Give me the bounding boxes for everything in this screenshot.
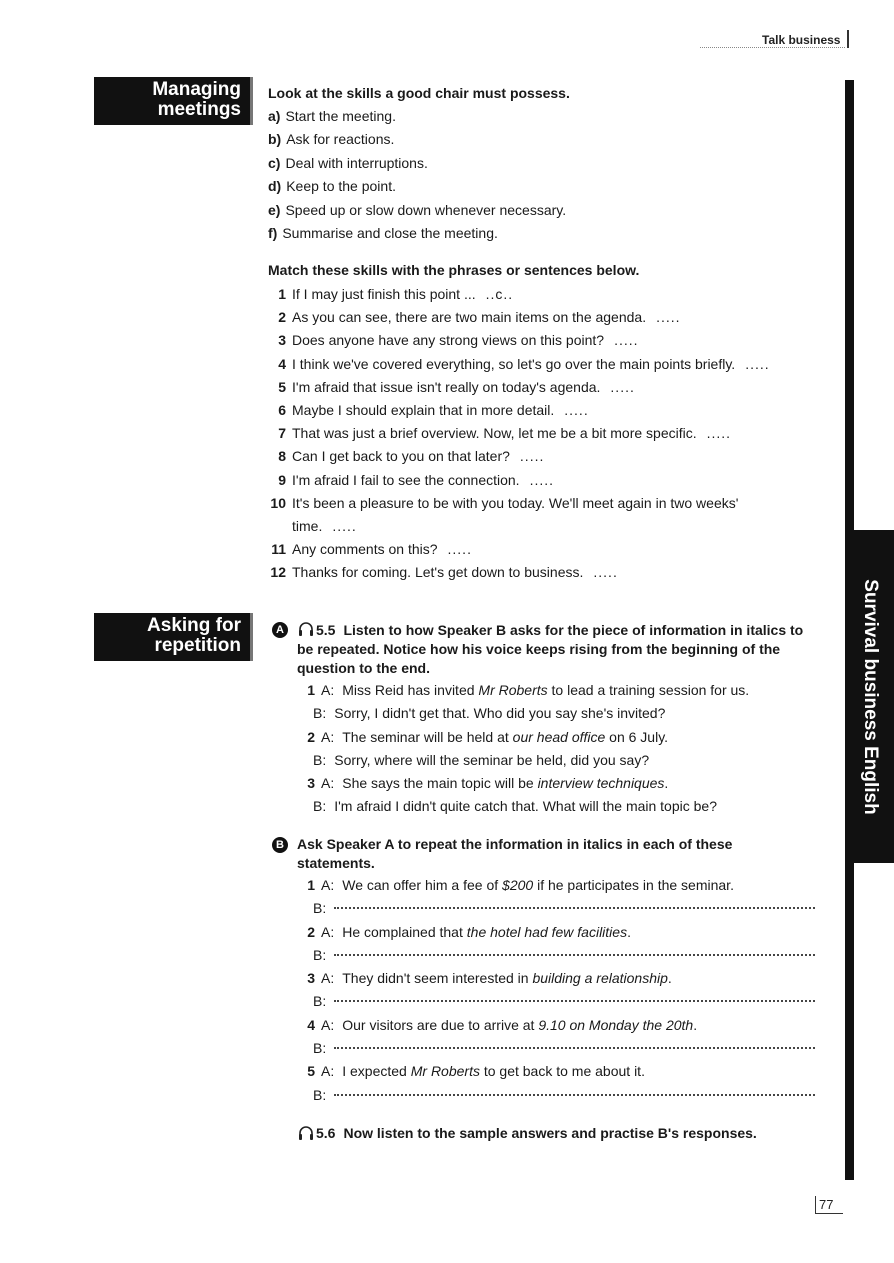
- answer-blank[interactable]: .....: [447, 541, 472, 558]
- dialogue-text: The seminar will be held at: [342, 728, 513, 745]
- page-number-box: [815, 1196, 843, 1214]
- dialogue-b-line: [297, 797, 749, 820]
- italic-info: Mr Roberts: [410, 1063, 480, 1080]
- dialogue-a-line: [297, 681, 749, 704]
- speaker-b-label: B:: [313, 751, 327, 768]
- answer-line[interactable]: [334, 1086, 815, 1096]
- item-text: I'm afraid that issue isn't really on today's agenda.: [292, 378, 601, 395]
- dialogue-number: 2: [307, 923, 315, 940]
- match-item: [268, 378, 770, 401]
- dialogue-b-answer: [297, 1039, 815, 1062]
- badge-b: B: [272, 837, 288, 853]
- dialogue-text: to get back to me about it.: [479, 1063, 645, 1080]
- answer-blank[interactable]: .....: [564, 401, 589, 418]
- section-managing-meetings: [94, 77, 250, 125]
- italic-info: 9.10 on Monday the 20th: [538, 1016, 694, 1033]
- item-number: 5: [278, 378, 286, 395]
- item-number: 1: [278, 286, 286, 302]
- skill-letter: a): [268, 108, 281, 124]
- side-tab: [845, 530, 894, 863]
- exercise-b-instruction: [297, 835, 732, 873]
- instruction-line: be repeated. Notice how his voice keeps rising from the beginning of the: [297, 641, 781, 657]
- headphones-icon: [297, 1124, 315, 1142]
- dialogue-number: 2: [307, 728, 315, 745]
- page-number: 77: [819, 1197, 834, 1212]
- match-item: [268, 424, 770, 447]
- badge-a: A: [272, 622, 288, 638]
- item-number: 10: [270, 494, 286, 511]
- dialogue-text: to lead a training session for us.: [547, 682, 750, 698]
- header-bracket: [847, 30, 849, 48]
- instruction-line: Ask Speaker A to repeat the information in italics in each of these: [297, 836, 733, 852]
- track-number: 5.6: [316, 1125, 336, 1141]
- skill-item: [268, 224, 566, 247]
- dialogue-text: I'm afraid I didn't quite catch that. What will the main topic be?: [334, 798, 717, 815]
- item-number: 3: [278, 332, 286, 349]
- match-item: [268, 540, 770, 563]
- section-asking-for-repetition: [94, 613, 250, 661]
- section-box-edge: [250, 613, 253, 661]
- exercise-a-instruction: [297, 621, 803, 678]
- answer-blank[interactable]: ..c..: [485, 286, 514, 302]
- item-text: Does anyone have any strong views on this point?: [292, 332, 605, 349]
- match-item: [268, 331, 770, 354]
- item-text: Thanks for coming. Let's get down to business.: [292, 564, 584, 581]
- match-item: [268, 355, 770, 378]
- speaker-b-label: B:: [313, 946, 327, 963]
- dialogue-b-line: [297, 704, 749, 727]
- match-item: [268, 401, 770, 424]
- exercise-b-dialogues: [297, 876, 815, 1109]
- section-title-line1: Asking for: [147, 615, 241, 636]
- speaker-b-label: B:: [313, 993, 327, 1010]
- dialogue-text: .: [693, 1016, 698, 1033]
- audio-track-final[interactable]: [297, 1124, 315, 1145]
- dialogue-text: Our visitors are due to arrive at: [342, 1016, 539, 1033]
- dialogue-text: .: [667, 970, 672, 987]
- item-text: Maybe I should explain that in more detail.: [292, 401, 555, 418]
- speaker-a-label: A:: [321, 775, 335, 792]
- section-title-line1: Managing: [152, 79, 241, 100]
- italic-info: building a relationship: [532, 970, 668, 987]
- item-text: I'm afraid I fail to see the connection.: [292, 471, 520, 488]
- speaker-a-label: A:: [321, 728, 335, 745]
- dialogue-text: Miss Reid has invited: [342, 682, 479, 698]
- answer-blank[interactable]: .....: [656, 309, 681, 326]
- dialogue-text: if he participates in the seminar.: [533, 877, 734, 893]
- dialogue-number: 3: [307, 970, 315, 987]
- answer-blank[interactable]: .....: [610, 378, 635, 395]
- dialogue-number: 1: [307, 877, 315, 893]
- dialogue-number: 5: [307, 1063, 315, 1080]
- side-tab-label: Survival business English: [859, 578, 881, 815]
- speaker-b-label: B:: [313, 798, 327, 815]
- skill-letter: b): [268, 131, 282, 148]
- item-number: 12: [270, 564, 286, 581]
- answer-line[interactable]: [334, 1039, 815, 1049]
- exercise-a-badge: [272, 621, 288, 638]
- skill-item: [268, 177, 566, 200]
- italic-info: the hotel had few facilities: [466, 923, 628, 940]
- section-title-line2: repetition: [154, 635, 241, 656]
- skill-text: Start the meeting.: [285, 108, 396, 124]
- skill-text: Summarise and close the meeting.: [282, 224, 498, 241]
- skills-intro: Look at the skills a good chair must possess.: [268, 85, 570, 101]
- final-instruction: [316, 1125, 757, 1141]
- dialogue-text: Sorry, where will the seminar be held, did you say?: [334, 751, 650, 768]
- dialogue-number: 1: [307, 682, 315, 698]
- speaker-a-label: A:: [321, 877, 335, 893]
- item-text: It's been a pleasure to be with you today. We'll meet again in two weeks': [292, 494, 739, 511]
- section-box-edge: [250, 77, 253, 125]
- dialogue-text: He complained that: [342, 923, 467, 940]
- answer-blank[interactable]: .....: [332, 517, 357, 534]
- skill-text: Deal with interruptions.: [285, 154, 428, 171]
- dialogue-text: I expected: [342, 1063, 411, 1080]
- answer-blank[interactable]: .....: [519, 448, 545, 465]
- item-text: time.: [292, 517, 323, 534]
- dialogue-a-line: [297, 876, 815, 899]
- dialogue-text: We can offer him a fee of: [342, 877, 503, 893]
- skill-letter: c): [268, 154, 281, 171]
- answer-blank[interactable]: .....: [529, 471, 555, 488]
- exercise-a-dialogues: [297, 681, 749, 821]
- answer-line[interactable]: [334, 992, 815, 1002]
- skill-item: [268, 154, 566, 177]
- dialogue-b-answer: [297, 946, 815, 969]
- skill-letter: e): [268, 201, 281, 218]
- italic-info: interview techniques: [537, 775, 665, 792]
- item-text: That was just a brief overview. Now, let me be a bit more specific.: [292, 425, 697, 442]
- track-number: 5.5: [316, 622, 336, 638]
- skill-text: Keep to the point.: [286, 178, 396, 195]
- answer-blank[interactable]: .....: [745, 355, 770, 372]
- item-text: If I may just finish this point ...: [292, 286, 476, 302]
- skills-list: [268, 107, 566, 247]
- answer-blank[interactable]: .....: [593, 564, 618, 581]
- match-item: [268, 447, 770, 470]
- speaker-b-label: B:: [313, 1040, 327, 1057]
- skill-item: [268, 130, 566, 153]
- skill-item: [268, 201, 566, 224]
- match-item: [268, 494, 770, 517]
- dialogue-text: They didn't seem interested in: [342, 970, 533, 987]
- instruction-text: Now listen to the sample answers and practise B's responses.: [343, 1125, 757, 1141]
- speaker-a-label: A:: [321, 1016, 335, 1033]
- item-text: As you can see, there are two main items on the agenda.: [292, 309, 647, 326]
- skill-text: Ask for reactions.: [286, 131, 395, 148]
- dialogue-text: Sorry, I didn't get that. Who did you say she's invited?: [334, 705, 666, 722]
- item-number: 4: [278, 355, 286, 372]
- dialogue-a-line: [297, 728, 749, 751]
- match-list: [268, 285, 770, 586]
- instruction-line: statements.: [297, 855, 375, 871]
- italic-info: our head office: [512, 728, 606, 745]
- speaker-a-label: A:: [321, 682, 335, 698]
- item-number: 9: [278, 471, 286, 488]
- skill-item: [268, 107, 566, 130]
- item-number: 7: [278, 425, 286, 442]
- instruction-line: question to the end.: [297, 660, 430, 676]
- answer-line[interactable]: [334, 946, 815, 956]
- dialogue-a-line: [297, 969, 815, 992]
- match-intro: Match these skills with the phrases or sentences below.: [268, 262, 640, 278]
- dialogue-a-line: [297, 1016, 815, 1039]
- item-text: I think we've covered everything, so let's go over the main points briefly.: [292, 355, 736, 372]
- speaker-a-label: A:: [321, 923, 335, 940]
- item-text: Can I get back to you on that later?: [292, 448, 510, 465]
- exercise-b-badge: [272, 836, 288, 853]
- header-rule: [700, 47, 845, 48]
- item-number: 8: [278, 448, 286, 465]
- match-item: [268, 563, 770, 586]
- speaker-a-label: A:: [321, 970, 335, 987]
- item-number: 11: [271, 541, 286, 558]
- dialogue-text: .: [627, 923, 631, 940]
- italic-info: Mr Roberts: [478, 682, 548, 698]
- match-item-continuation: [268, 517, 770, 540]
- dialogue-b-line: [297, 751, 749, 774]
- speaker-b-label: B:: [313, 900, 327, 917]
- speaker-a-label: A:: [321, 1063, 335, 1080]
- item-text: Any comments on this?: [292, 541, 438, 558]
- dialogue-number: 3: [307, 775, 315, 792]
- item-number: 2: [278, 309, 286, 326]
- speaker-b-label: B:: [313, 1086, 327, 1103]
- dialogue-text: .: [664, 775, 669, 792]
- answer-blank[interactable]: .....: [706, 425, 732, 442]
- section-title-line2: meetings: [157, 99, 241, 120]
- dialogue-a-line: [297, 774, 749, 797]
- match-item: [268, 308, 770, 331]
- instruction-line: [297, 621, 803, 640]
- skill-letter: d): [268, 178, 282, 195]
- dialogue-text: on 6 July.: [605, 728, 669, 745]
- answer-blank[interactable]: .....: [614, 332, 639, 349]
- match-item: [268, 285, 770, 308]
- item-number: 6: [278, 401, 286, 418]
- dialogue-a-line: [297, 923, 815, 946]
- dialogue-b-answer: [297, 899, 815, 922]
- speaker-b-label: B:: [313, 705, 327, 722]
- answer-line[interactable]: [334, 899, 815, 909]
- running-header: Talk business: [762, 33, 841, 47]
- skill-text: Speed up or slow down whenever necessary.: [285, 201, 567, 218]
- instruction-text: Listen to how Speaker B asks for the piece of information in italics to: [343, 622, 804, 638]
- dialogue-a-line: [297, 1062, 815, 1085]
- dialogue-b-answer: [297, 992, 815, 1015]
- italic-info: $200: [502, 877, 534, 893]
- match-item: [268, 471, 770, 494]
- dialogue-b-answer: [297, 1086, 815, 1109]
- dialogue-text: She says the main topic will be: [342, 775, 538, 792]
- skill-letter: f): [268, 224, 278, 241]
- dialogue-number: 4: [307, 1016, 315, 1033]
